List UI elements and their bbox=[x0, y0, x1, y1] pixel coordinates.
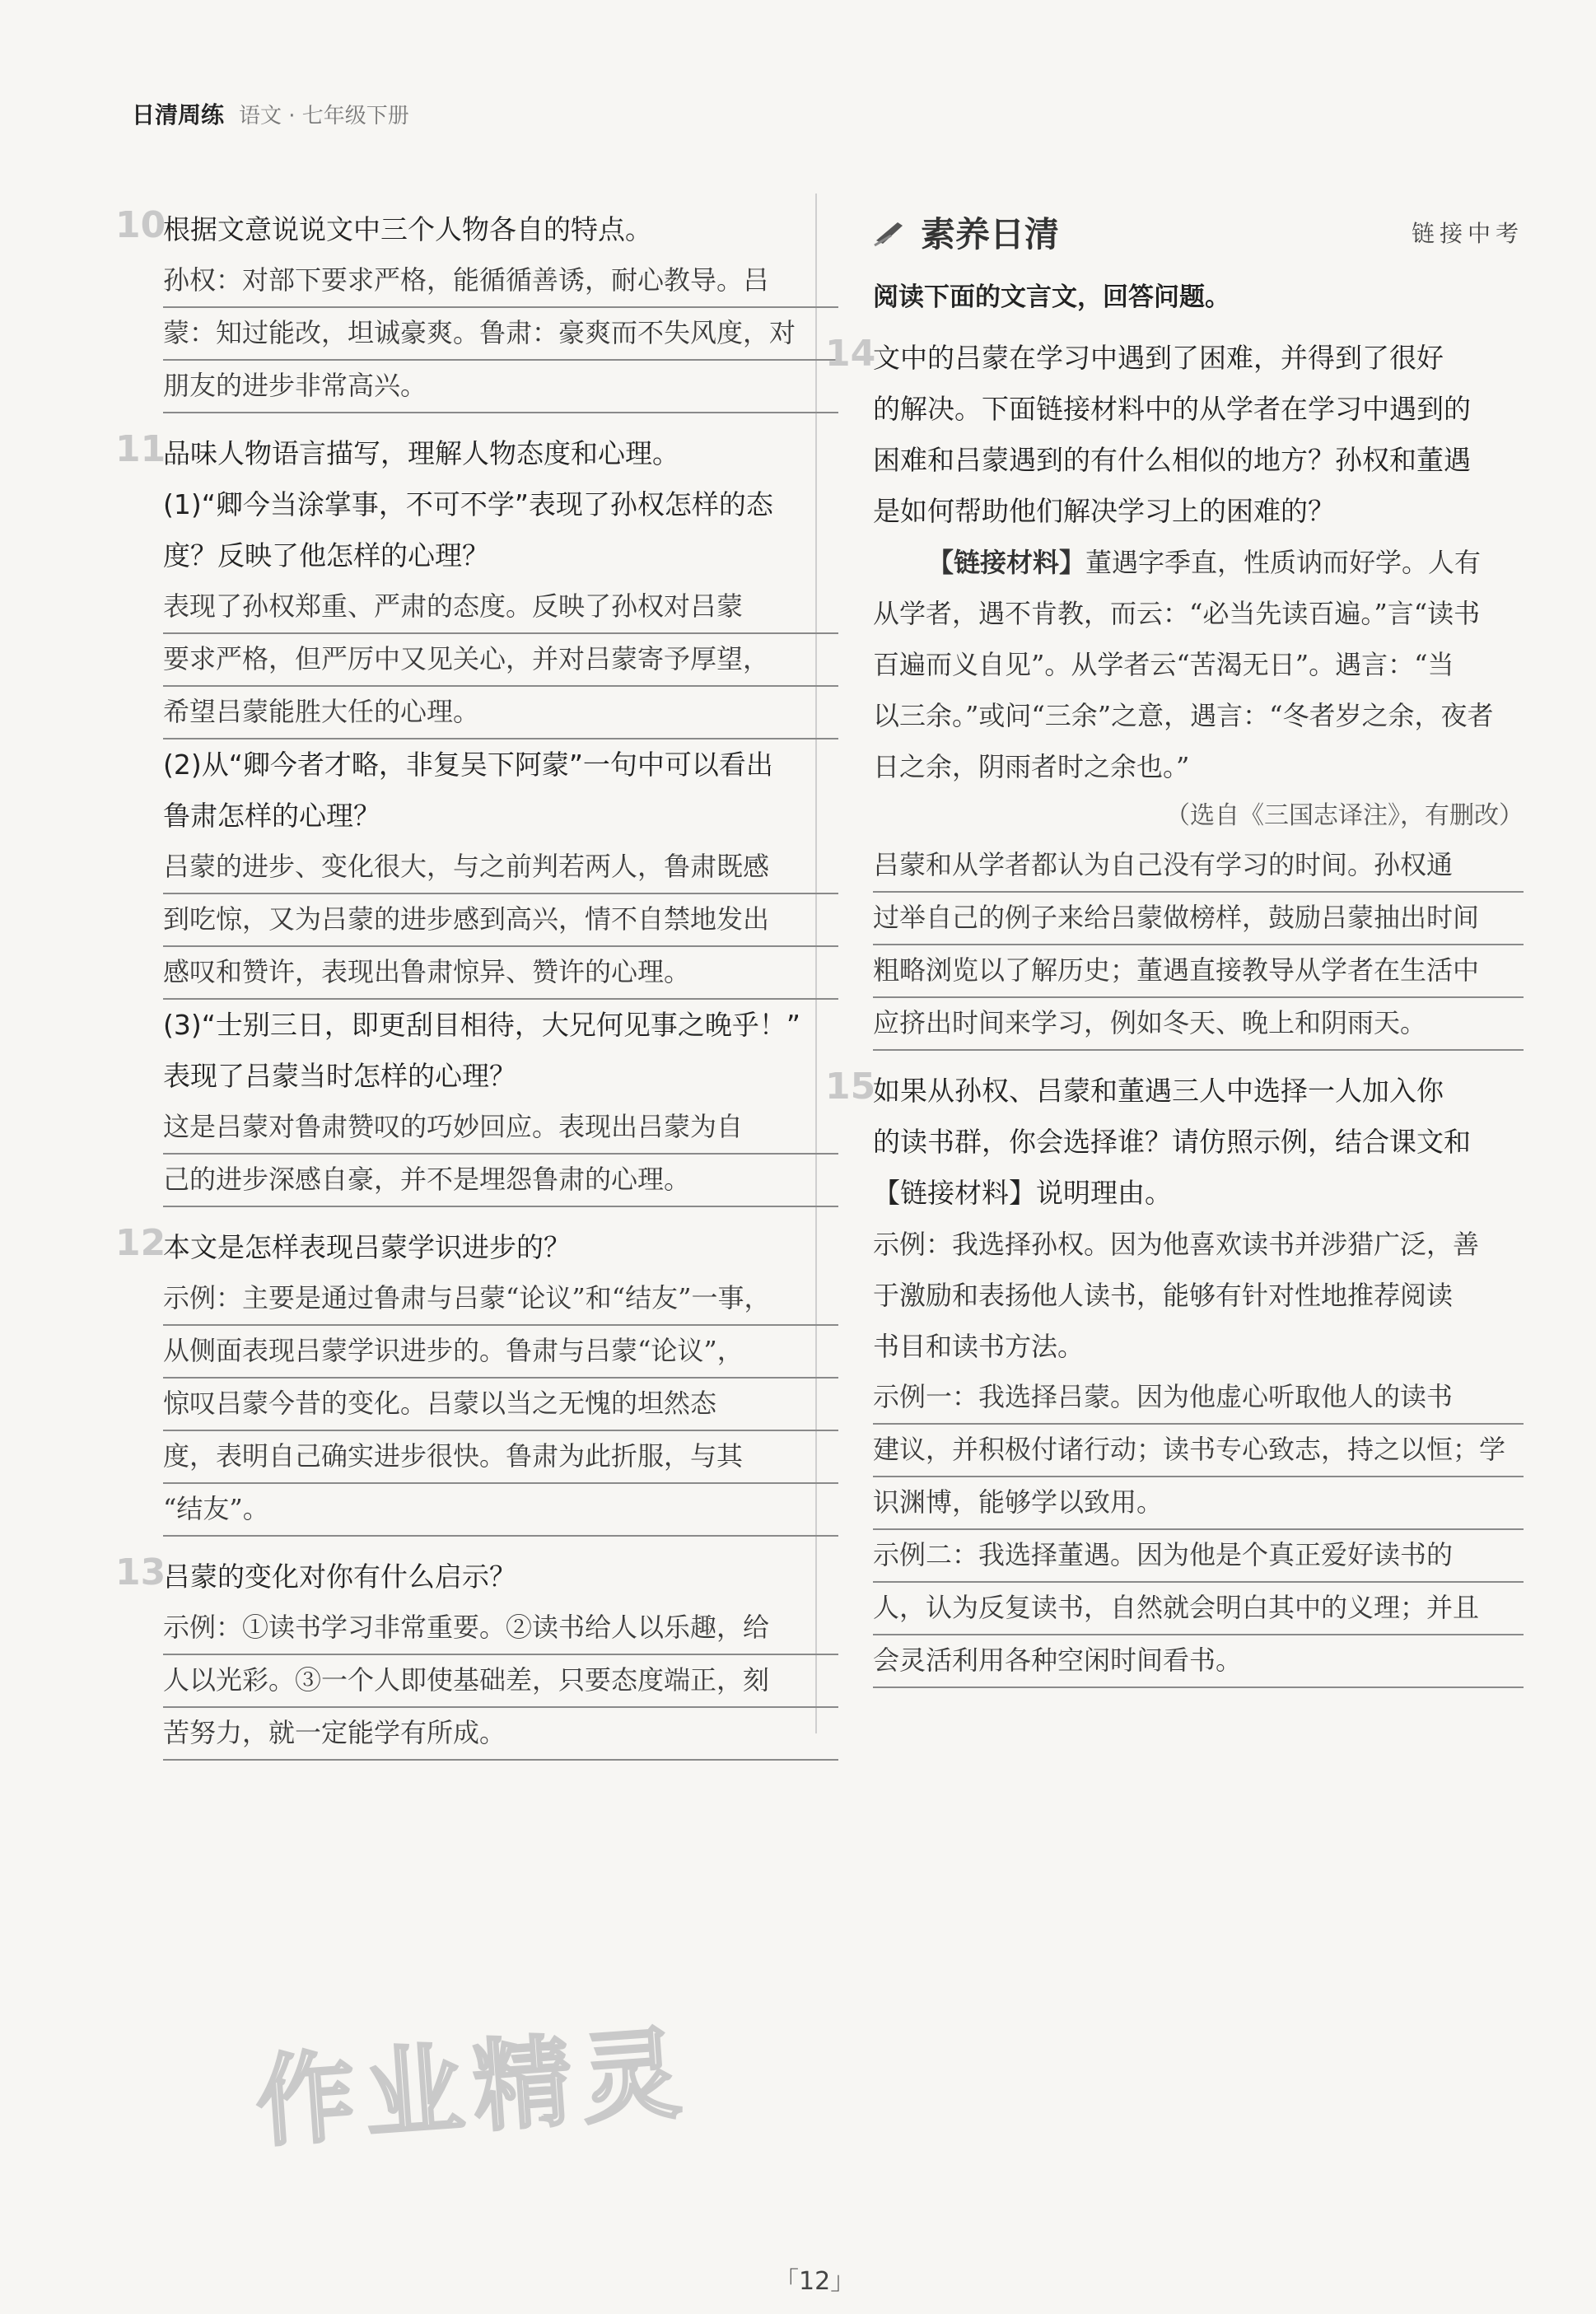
question-text: 是如何帮助他们解决学习上的困难的？ bbox=[873, 495, 1335, 527]
question-text: 吕蒙的变化对你有什么启示？ bbox=[163, 1561, 516, 1593]
answer-line: 表现了孙权郑重、严肃的态度。反映了孙权对吕蒙 bbox=[163, 581, 838, 634]
answer-line: “结友”。 bbox=[163, 1484, 838, 1537]
answer-line: 从侧面表现吕蒙学识进步的。鲁肃与吕蒙“论议”， bbox=[163, 1326, 838, 1379]
answer-line: 人，认为反复读书，自然就会明白其中的义理；并且 bbox=[873, 1583, 1524, 1635]
answer-line: 孙权：对部下要求严格，能循循善诱，耐心教导。吕 bbox=[163, 255, 838, 308]
book-brand: 日清周练 bbox=[132, 101, 225, 128]
answer-line: 过举自己的例子来给吕蒙做榜样，鼓励吕蒙抽出时间 bbox=[873, 893, 1524, 945]
section-link: 链接中考 bbox=[1411, 220, 1524, 247]
question-text: 困难和吕蒙遇到的有什么相似的地方？孙权和董遇 bbox=[873, 444, 1471, 476]
question-15 bbox=[825, 1066, 1524, 1219]
answer-line: 示例二：我选择董遇。因为他是个真正爱好读书的 bbox=[873, 1530, 1524, 1583]
answer-line: 苦努力，就一定能学有所成。 bbox=[163, 1708, 838, 1761]
answer-line: 这是吕蒙对鲁肃赞叹的巧妙回应。表现出吕蒙为自 bbox=[163, 1102, 838, 1155]
book-subject: 语文 · 七年级下册 bbox=[239, 104, 409, 128]
answer-line: 示例：主要是通过鲁肃与吕蒙“论议”和“结友”一事， bbox=[163, 1273, 838, 1326]
watermark: 作业精灵 bbox=[252, 2016, 694, 2162]
answer-12 bbox=[163, 1273, 838, 1537]
answer-line: 要求严格，但严厉中又见关心，并对吕蒙寄予厚望， bbox=[163, 634, 838, 687]
answer-line: 到吃惊，又为吕蒙的进步感到高兴，情不自禁地发出 bbox=[163, 894, 838, 947]
answer-line: 吕蒙的进步、变化很大，与之前判若两人，鲁肃既感 bbox=[163, 842, 838, 894]
section-header bbox=[873, 208, 1524, 257]
left-column bbox=[115, 189, 838, 1761]
question-number: 15 bbox=[825, 1066, 876, 1108]
question-12 bbox=[115, 1222, 838, 1273]
example-line: 示例：我选择孙权。因为他喜欢读书并涉猎广泛，善 bbox=[873, 1229, 1480, 1260]
answer-line: 识渊博，能够学以致用。 bbox=[873, 1477, 1524, 1530]
question-number: 14 bbox=[825, 333, 876, 375]
answer-line: 吕蒙和从学者都认为自己没有学习的时间。孙权通 bbox=[873, 840, 1524, 893]
answer-14 bbox=[873, 840, 1524, 1051]
answer-line: 朋友的进步非常高兴。 bbox=[163, 361, 838, 413]
question-13 bbox=[115, 1551, 838, 1603]
answer-11-2 bbox=[163, 842, 838, 1000]
question-text: 本文是怎样表现吕蒙学识进步的？ bbox=[163, 1231, 571, 1263]
answer-line: 希望吕蒙能胜大任的心理。 bbox=[163, 687, 838, 739]
question-14 bbox=[825, 333, 1524, 537]
answer-line: 人以光彩。③一个人即使基础差，只要态度端正，刻 bbox=[163, 1655, 838, 1708]
answer-line: 度，表明自己确实进步很快。鲁肃为此折服，与其 bbox=[163, 1431, 838, 1484]
example-line: 书目和读书方法。 bbox=[873, 1331, 1085, 1362]
sub-question: (1)“卿今当涂掌事，不可不学”表现了孙权怎样的态 bbox=[163, 488, 773, 520]
question-text: 的解决。下面链接材料中的从学者在学习中遇到的 bbox=[873, 393, 1471, 425]
question-text: 【链接材料】说明理由。 bbox=[873, 1177, 1172, 1209]
material-line: 从学者，遇不肯教，而云：“必当先读百遍。”言“读书 bbox=[873, 598, 1481, 629]
pen-icon bbox=[873, 216, 914, 249]
sub-question: (3)“士别三日，即更刮目相待，大兄何见事之晚乎！” bbox=[163, 1009, 800, 1041]
example-given bbox=[873, 1219, 1524, 1372]
answer-line: 示例一：我选择吕蒙。因为他虚心听取他人的读书 bbox=[873, 1372, 1524, 1425]
answer-11-1 bbox=[163, 581, 838, 739]
answer-line: 己的进步深感自豪，并不是埋怨鲁肃的心理。 bbox=[163, 1155, 838, 1207]
question-text: 的读书群，你会选择谁？请仿照示例，结合课文和 bbox=[873, 1126, 1471, 1158]
answer-11-3 bbox=[163, 1102, 838, 1207]
answer-line: 示例：①读书学习非常重要。②读书给人以乐趣，给 bbox=[163, 1603, 838, 1655]
sub-question: 鲁肃怎样的心理？ bbox=[163, 800, 380, 832]
answer-line: 感叹和赞许，表现出鲁肃惊异、赞许的心理。 bbox=[163, 947, 838, 1000]
answer-15-2 bbox=[873, 1530, 1524, 1688]
answer-15-1 bbox=[873, 1372, 1524, 1530]
material-line: 日之余，阴雨者时之余也。” bbox=[873, 751, 1190, 782]
material-label: 【链接材料】 bbox=[927, 547, 1086, 578]
answer-line: 应挤出时间来学习，例如冬天、晚上和阴雨天。 bbox=[873, 998, 1524, 1051]
question-text: 根据文意说说文中三个人物各自的特点。 bbox=[163, 213, 652, 245]
material-line: 以三余。”或问“三余”之意，遇言：“冬者岁之余，夜者 bbox=[873, 700, 1494, 731]
reading-instruction: 阅读下面的文言文，回答问题。 bbox=[873, 282, 1230, 312]
question-number: 10 bbox=[115, 204, 166, 246]
question-text: 文中的吕蒙在学习中遇到了困难，并得到了很好 bbox=[873, 342, 1444, 374]
sub-question: 度？反映了他怎样的心理？ bbox=[163, 539, 489, 572]
answer-13 bbox=[163, 1603, 838, 1761]
answer-line: 建议，并积极付诸行动；读书专心致志，持之以恒；学 bbox=[873, 1425, 1524, 1477]
question-number: 12 bbox=[115, 1222, 166, 1264]
section-name: 素养日清 bbox=[921, 214, 1060, 254]
question-10 bbox=[115, 204, 838, 255]
material-line: 董遇字季直，性质讷而好学。人有 bbox=[1085, 547, 1482, 578]
example-line: 于激励和表扬他人读书，能够有针对性地推荐阅读 bbox=[873, 1280, 1454, 1311]
answer-10 bbox=[163, 255, 838, 413]
answer-line: 惊叹吕蒙今昔的变化。吕蒙以当之无愧的坦然态 bbox=[163, 1379, 838, 1431]
answer-line: 会灵活利用各种空闲时间看书。 bbox=[873, 1635, 1524, 1688]
answer-line: 蒙：知过能改，坦诚豪爽。鲁肃：豪爽而不失风度，对 bbox=[163, 308, 838, 361]
right-column bbox=[825, 189, 1524, 1688]
material-source: （选自《三国志译注》，有删改） bbox=[1165, 801, 1524, 830]
question-text: 如果从孙权、吕蒙和董遇三人中选择一人加入你 bbox=[873, 1075, 1444, 1107]
page-header bbox=[132, 97, 409, 130]
sub-question: 表现了吕蒙当时怎样的心理？ bbox=[163, 1060, 516, 1092]
question-number: 11 bbox=[115, 428, 166, 470]
question-number: 13 bbox=[115, 1551, 166, 1593]
answer-line: 粗略浏览以了解历史；董遇直接教导从学者在生活中 bbox=[873, 945, 1524, 998]
page-number: 「12」 bbox=[774, 2267, 856, 2296]
linked-material bbox=[873, 537, 1524, 792]
question-text: 品味人物语言描写，理解人物态度和心理。 bbox=[163, 437, 679, 469]
sub-question: (2)从“卿今者才略，非复吴下阿蒙”一句中可以看出 bbox=[163, 749, 773, 781]
material-line: 百遍而义自见”。从学者云“苦渴无日”。遇言：“当 bbox=[873, 649, 1454, 680]
question-11 bbox=[115, 428, 838, 479]
